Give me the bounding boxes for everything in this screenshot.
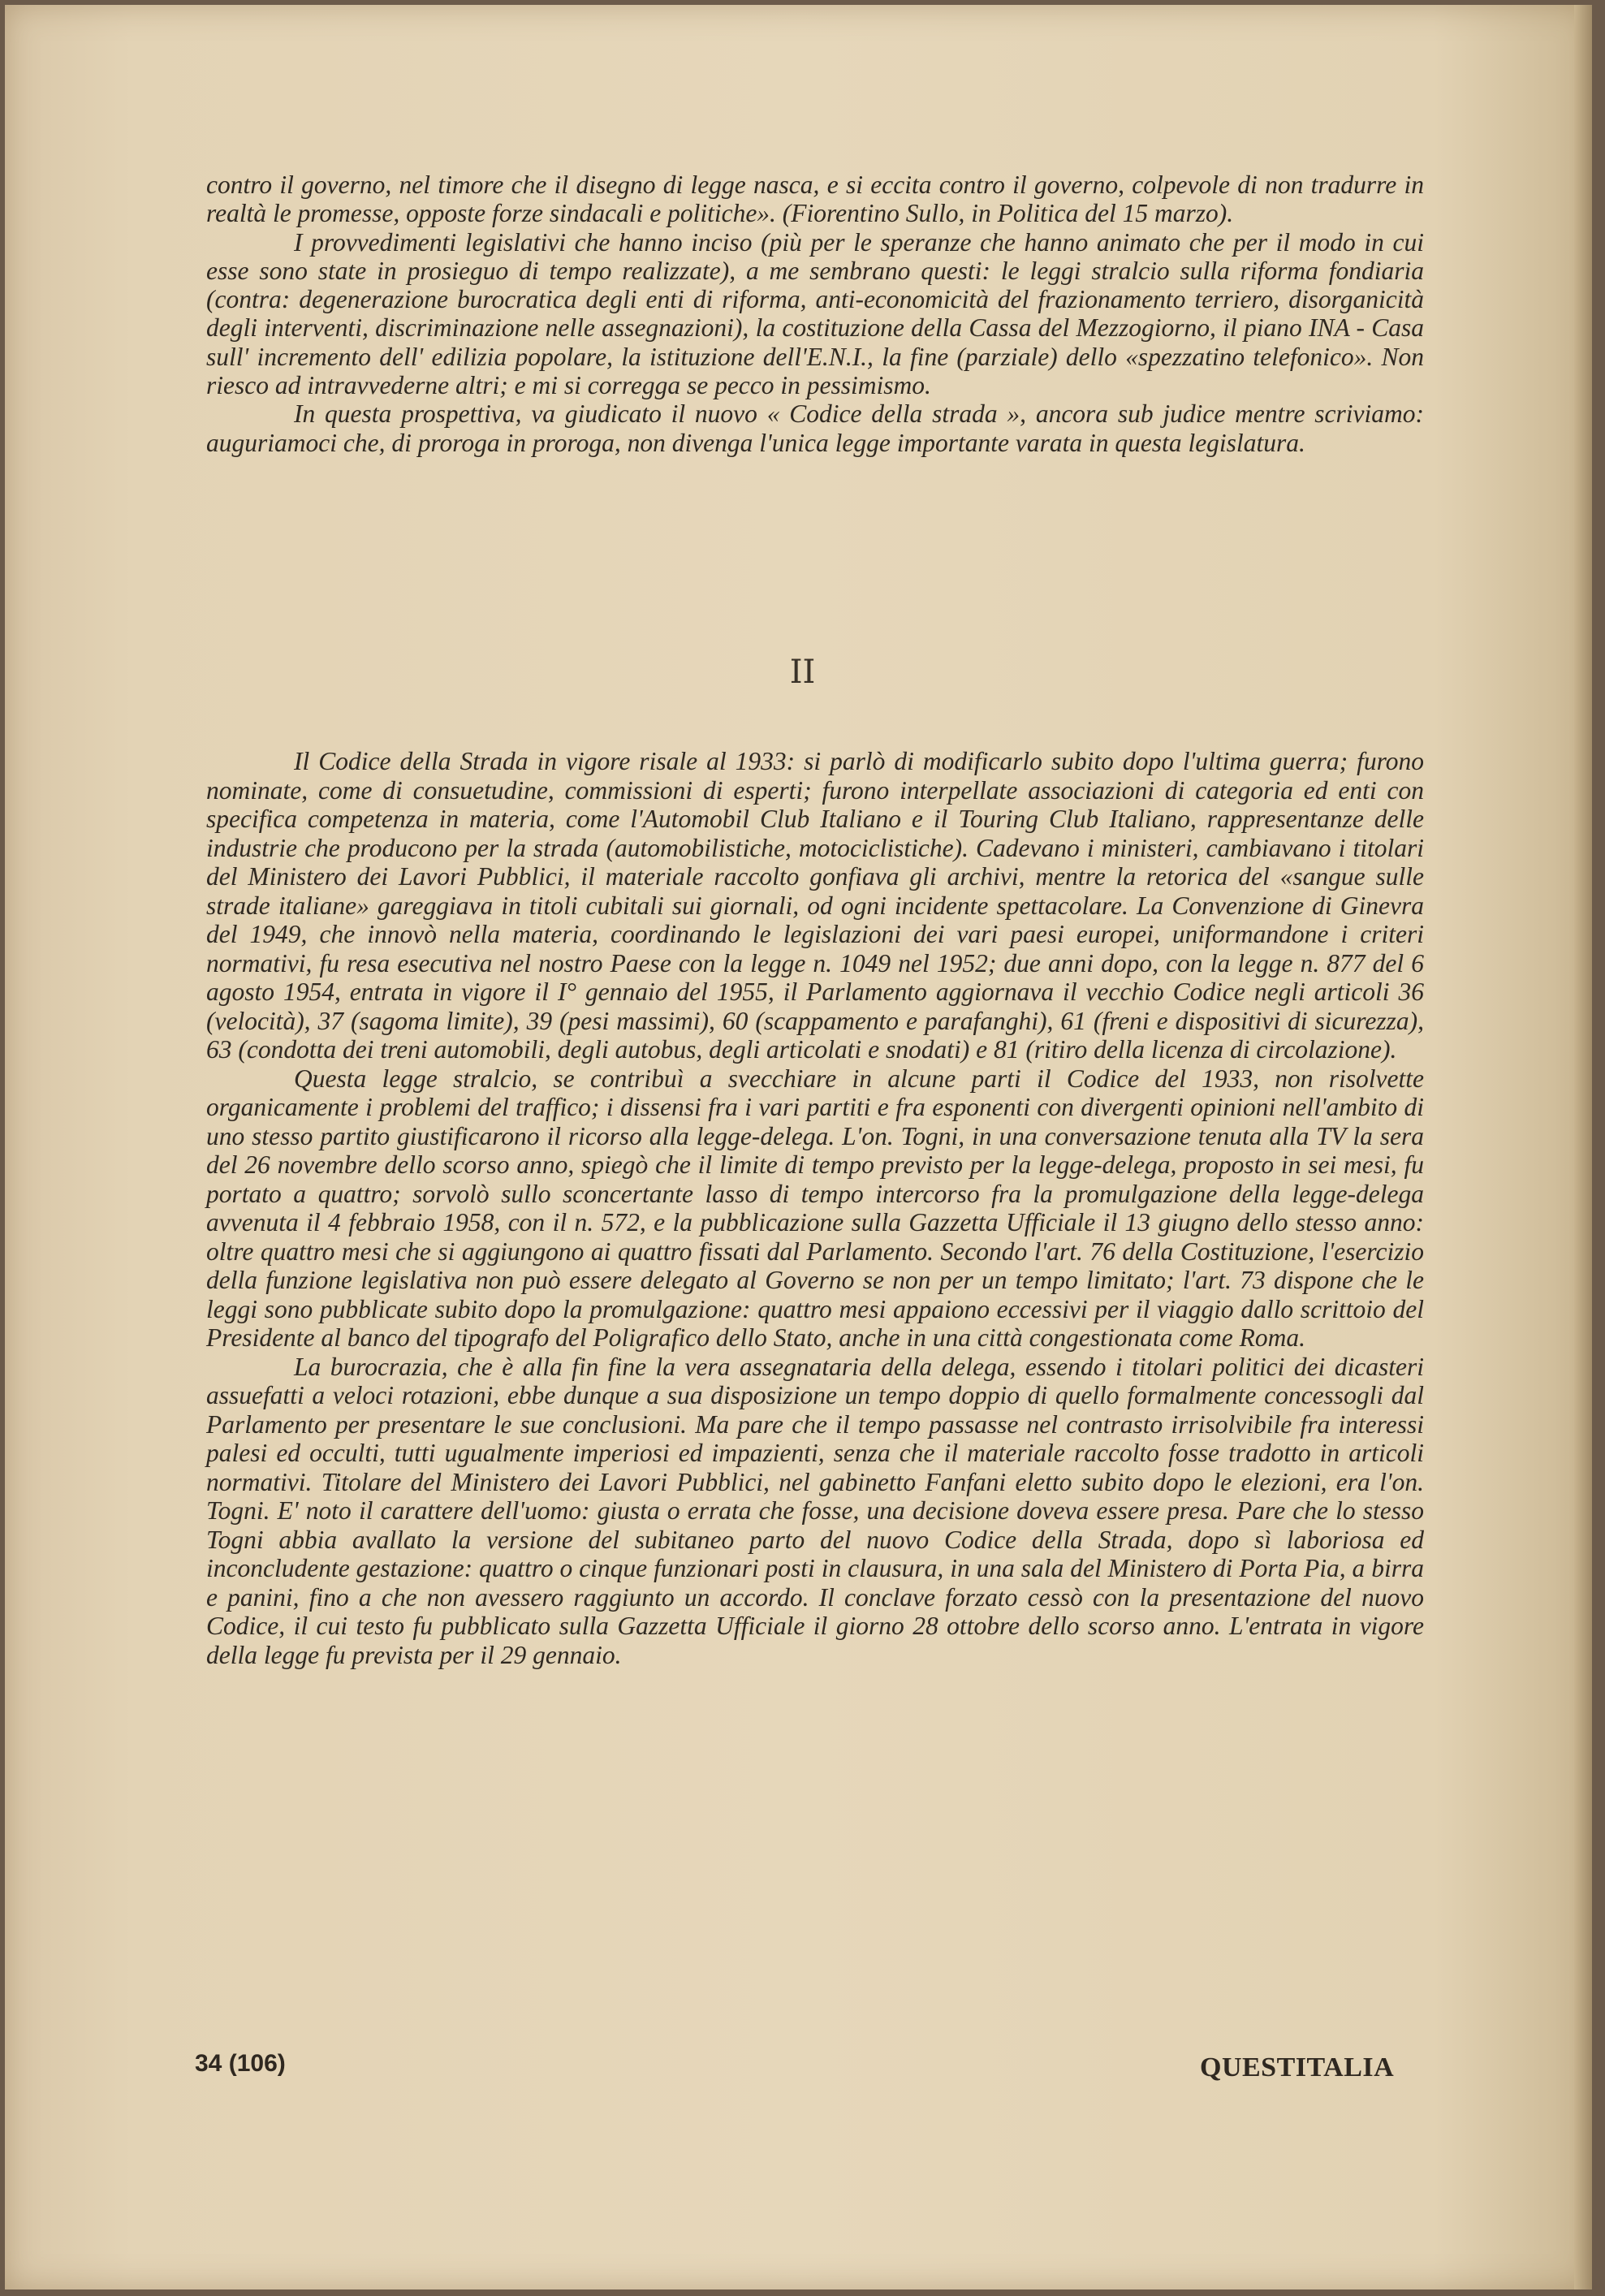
magazine-name: QUESTITALIA xyxy=(1200,2052,1395,2082)
paragraph-legge-stralcio: Questa legge stralcio, se contribuì a svecchiare in alcune parti il Codice del 1933, non risolvette organicamente i problemi del traffico; i dissensi fra i vari partiti e fra esponenti con divergenti opinioni nell'ambito di uno stesso partito giustificarono il ricorso alla legge-delega. L'on. Togni, in una conversazione tenuta alla TV la sera del 26 novembre dello scorso anno, spiegò che il limite di tempo previsto per la legge-delega, proposto in sei mesi, fu portato a quattro; sorvolò sullo sconcertante lasso di tempo intercorso fra la promulgazione della legge-delega avvenuta il 4 febbraio 1958, con il n. 572, e la pubblicazione sulla Gazzetta Ufficiale il 13 giugno dello stesso anno: oltre quattro mesi che si aggiungono ai quattro fissati dal Parlamento. Secondo l'art. 76 della Costituzione, l'esercizio della funzione legislativa non può essere delegato al Governo se non per un tempo limitato; l'art. 73 dispone che le leggi sono pubblicate subito dopo la promulgazione: quattro mesi appaiono eccessivi per il viaggio dallo scrittoio del Presidente al banco del tipografo del Poligrafico dello Stato, anche in una città congestionata come Roma. xyxy=(206,1064,1424,1352)
paragraph-codice-storia: Il Codice della Strada in vigore risale al 1933: si parlò di modificarlo subito dopo l'ultima guerra; furono nominate, come di consuetudine, commissioni di esperti; furono interpellate associazioni di categoria ed enti con specifica competenza in materia, come l'Automobil Club Italiano e il Touring Club Italiano, rappresentanze delle industrie che producono per la strada (automobilistiche, motociclistiche). Cadevano i ministeri, cambiavano i titolari del Ministero dei Lavori Pubblici, il materiale raccolto gonfiava gli archivi, mentre la retorica del «sangue sulle strade italiane» gareggiava in titoli cubitali sui giornali, od ogni incidente spettacolare. La Convenzione di Ginevra del 1949, che innovò nella materia, coordinando le legislazioni dei vari paesi europei, uniformandone i criteri normativi, fu resa esecutiva nel nostro Paese con la legge n. 1049 nel 1952; due anni dopo, con la legge n. 877 del 6 agosto 1954, entrata in vigore il I° gennaio del 1955, il Parlamento aggiornava il vecchio Codice negli articoli 36 (velocità), 37 (sagoma limite), 39 (pesi massimi), 60 (scappamento e parafanghi), 61 (freni e dispositivi di sicurezza), 63 (condotta dei treni automobili, degli autobus, degli articolati e snodati) e 81 (ritiro della licenza di circolazione). xyxy=(206,747,1424,1064)
page-number: 34 (106) xyxy=(195,2050,286,2077)
page-spine-edge xyxy=(1574,5,1592,2290)
paragraph-continuation: contro il governo, nel timore che il disegno di legge nasca, e si eccita contro il governo, colpevole di non tradurre in realtà le promesse, opposte forze sindacali e politiche». (Fiorentino Sullo, in Politica del 15 marzo). xyxy=(206,170,1424,228)
section-heading-numeral: II xyxy=(789,654,816,691)
bottom-text-block xyxy=(206,747,1424,1669)
paragraph-prospettiva: In questa prospettiva, va giudicato il nuovo « Codice della strada », ancora sub judice mentre scriviamo: auguriamoci che, di proroga in proroga, non divenga l'unica legge importante varata in questa legislatura. xyxy=(206,399,1424,457)
top-text-block xyxy=(206,170,1424,457)
paragraph-provvedimenti: I provvedimenti legislativi che hanno inciso (più per le speranze che hanno animato che per il modo in cui esse sono state in prosieguo di tempo realizzate), a me sembrano questi: le leggi stralcio sulla riforma fondiaria (contra: degenerazione burocratica degli enti di riforma, anti-economicità del frazionamento terriero, disorganicità degli interventi, discriminazione nelle assegnazioni), la costituzione della Cassa del Mezzogiorno, il piano INA - Casa sull' incremento dell' edilizia popolare, la istituzione dell'E.N.I., la fine (parziale) dello «spezzatino telefonico». Non riesco ad intravvederne altri; e mi si corregga se pecco in pessimismo. xyxy=(206,227,1424,400)
paragraph-burocrazia: La burocrazia, che è alla fin fine la vera assegnataria della delega, essendo i titolari politici dei dicasteri assuefatti a veloci rotazioni, ebbe dunque a sua disposizione un tempo doppio di quello formalmente concessogli dal Parlamento per presentare le sue conclusioni. Ma pare che il tempo passasse nel contrasto irrisolvibile fra interessi palesi ed occulti, tutti ugualmente imperiosi ed impazienti, senza che il materiale raccolto fosse tradotto in articoli normativi. Titolare del Ministero dei Lavori Pubblici, nel gabinetto Fanfani eletto subito dopo le elezioni, era l'on. Togni. E' noto il carattere dell'uomo: giusta o errata che fosse, una decisione doveva essere presa. Pare che lo stesso Togni abbia avallato la versione del subitaneo parto del nuovo Codice della Strada, dopo sì laboriosa ed inconcludente gestazione: quattro o cinque funzionari posti in clausura, in una sala del Ministero di Porta Pia, a birra e panini, fino a che non avessero raggiunto un accordo. Il conclave forzato cessò con la presentazione del nuovo Codice, il cui testo fu pubblicato sulla Gazzetta Ufficiale il giorno 28 ottobre dello scorso anno. L'entrata in vigore della legge fu prevista per il 29 gennaio. xyxy=(206,1352,1424,1669)
